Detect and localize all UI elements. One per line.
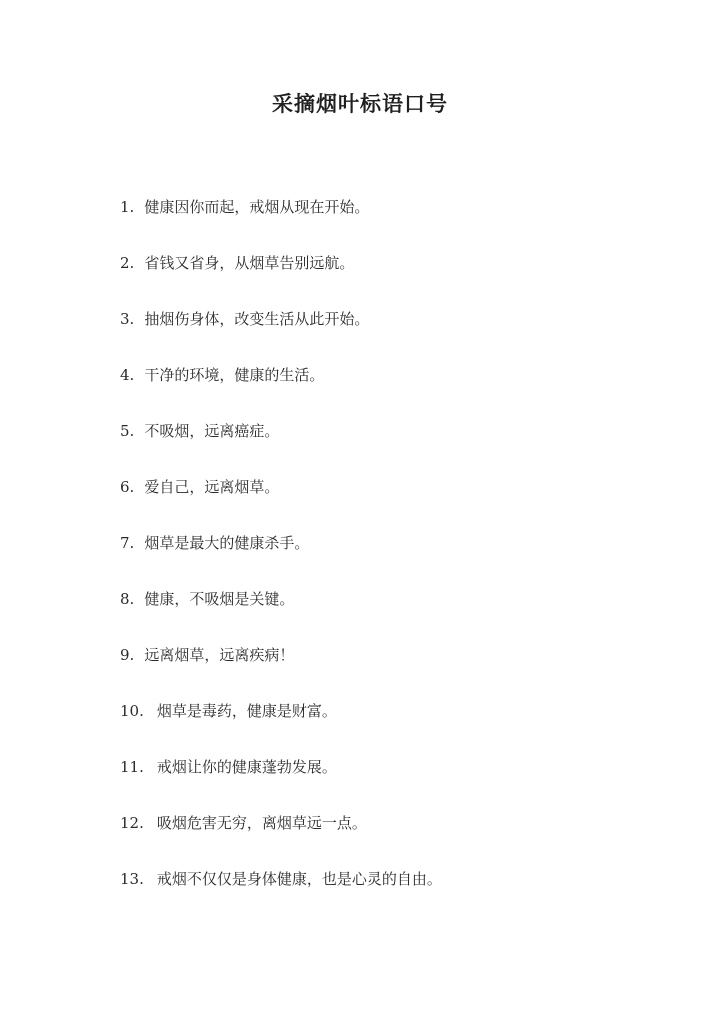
item-number: 3. — [120, 310, 135, 328]
item-text: 烟草是毒药，健康是财富。 — [156, 702, 337, 720]
list-item — [120, 756, 640, 812]
item-number: 10. — [120, 702, 144, 720]
item-text: 戒烟不仅仅是身体健康，也是心灵的自由。 — [156, 870, 442, 888]
item-number: 5. — [120, 422, 135, 440]
list-item — [120, 252, 640, 308]
list-item — [120, 700, 640, 756]
item-text: 省钱又省身，从烟草告别远航。 — [144, 254, 355, 272]
list-item — [120, 868, 640, 924]
list-item — [120, 812, 640, 868]
slogan-list — [120, 196, 640, 924]
list-item — [120, 420, 640, 476]
item-text: 干净的环境，健康的生活。 — [144, 366, 325, 384]
list-item — [120, 532, 640, 588]
item-text: 健康因你而起，戒烟从现在开始。 — [144, 198, 370, 216]
item-number: 13. — [120, 870, 144, 888]
item-number: 7. — [120, 534, 135, 552]
list-item — [120, 476, 640, 532]
item-number: 8. — [120, 590, 135, 608]
item-number: 6. — [120, 478, 135, 496]
item-text: 远离烟草，远离疾病！ — [144, 646, 295, 664]
list-item — [120, 196, 640, 252]
item-text: 健康，不吸烟是关键。 — [144, 590, 295, 608]
item-text: 吸烟危害无穷，离烟草远一点。 — [156, 814, 367, 832]
item-text: 不吸烟，远离癌症。 — [144, 422, 280, 440]
item-text: 爱自己，远离烟草。 — [144, 478, 280, 496]
list-item — [120, 588, 640, 644]
item-text: 烟草是最大的健康杀手。 — [144, 534, 310, 552]
item-number: 2. — [120, 254, 135, 272]
item-number: 1. — [120, 198, 135, 216]
list-item — [120, 308, 640, 364]
list-item — [120, 364, 640, 420]
list-item — [120, 644, 640, 700]
item-text: 戒烟让你的健康蓬勃发展。 — [156, 758, 337, 776]
item-text: 抽烟伤身体，改变生活从此开始。 — [144, 310, 370, 328]
item-number: 11. — [120, 758, 144, 776]
document-title: 采摘烟叶标语口号 — [272, 91, 448, 116]
item-number: 4. — [120, 366, 135, 384]
item-number: 9. — [120, 646, 135, 664]
item-number: 12. — [120, 814, 144, 832]
